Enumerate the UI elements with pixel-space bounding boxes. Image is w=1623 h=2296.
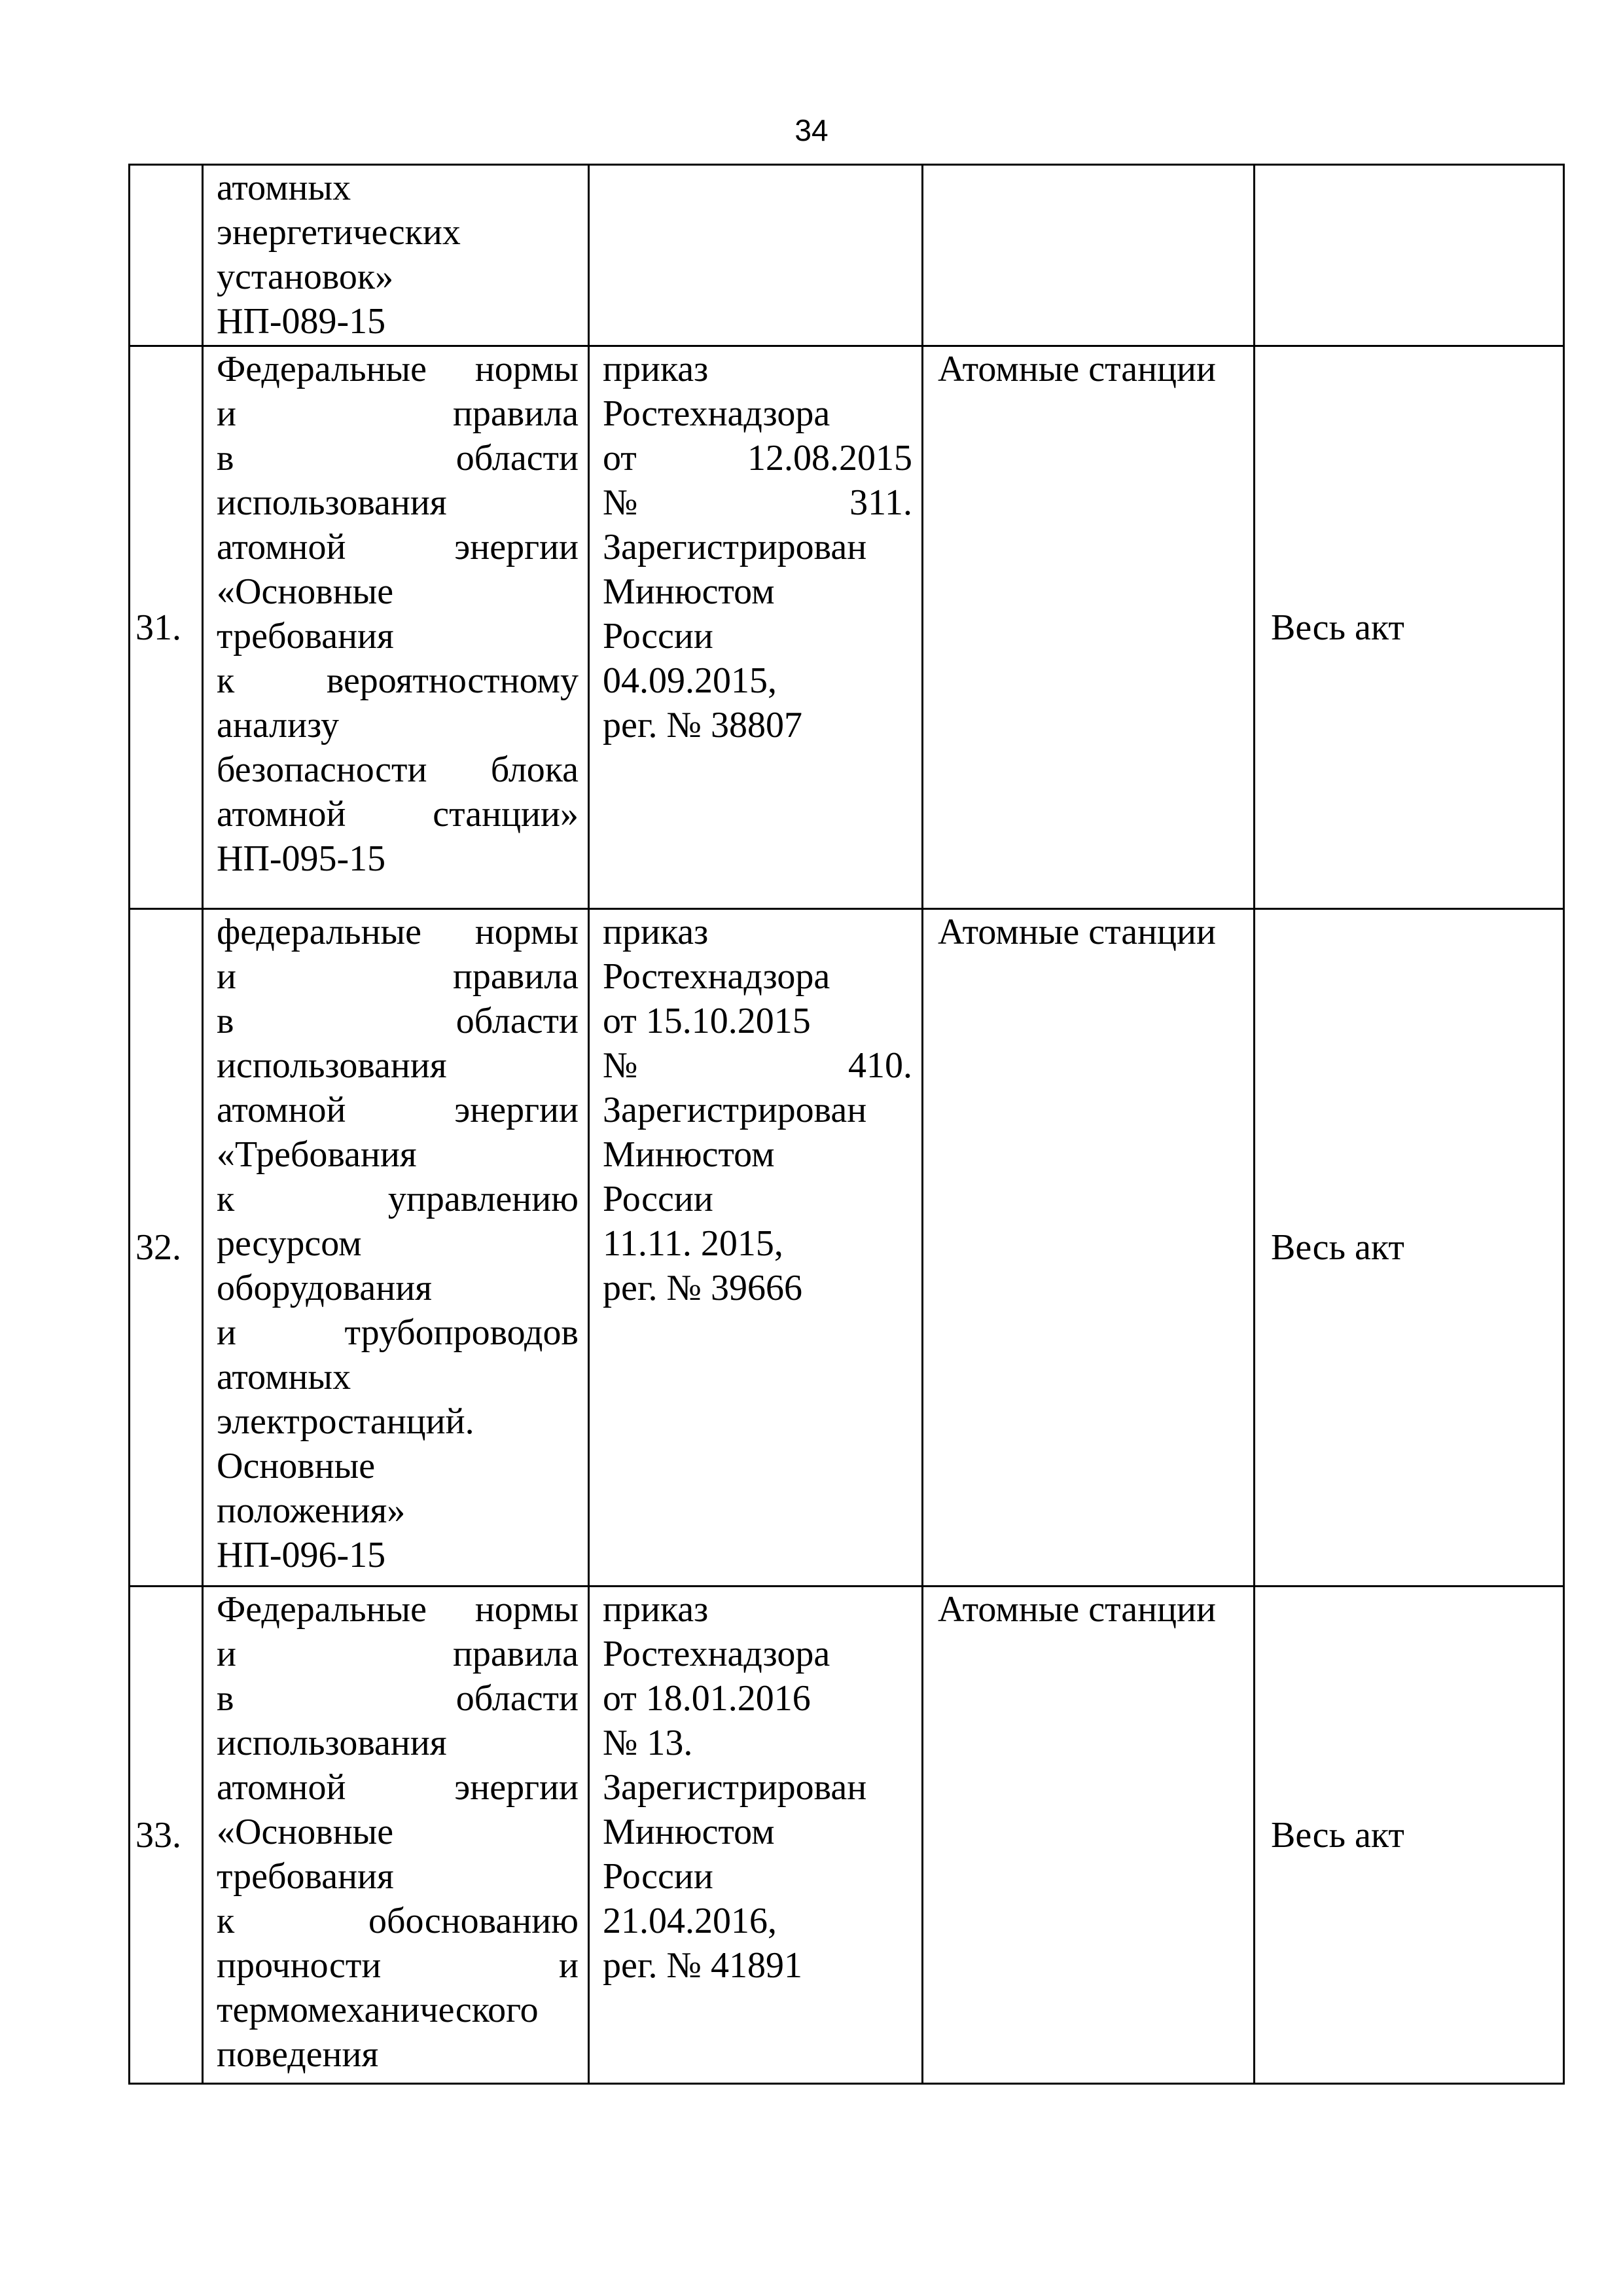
order-line: приказ (603, 349, 709, 389)
title-line: в области (217, 438, 579, 478)
act-order-cell (589, 346, 923, 909)
title-line: в области (217, 1001, 579, 1041)
order-line: Ростехнадзора (603, 393, 830, 434)
title-line: прочности и (217, 1945, 579, 1986)
act-title-cell (203, 909, 589, 1587)
title-line: электростанций. (217, 1401, 474, 1442)
act-area-cell (923, 165, 1255, 346)
order-line: Зарегистрирован (603, 1090, 867, 1130)
act-scope: Весь акт (1271, 1814, 1404, 1856)
act-area: Атомные станции (938, 912, 1216, 952)
title-line: атомной энергии (217, 1767, 579, 1808)
act-scope-cell (1255, 165, 1564, 346)
act-order (603, 910, 912, 1310)
order-line: от 15.10.2015 (603, 1001, 811, 1041)
act-order-cell (589, 165, 923, 346)
order-line: от 12.08.2015 (603, 438, 912, 478)
title-line: атомных (217, 1357, 351, 1397)
title-line: Основные (217, 1446, 376, 1486)
table-row (130, 909, 1564, 1587)
act-scope: Весь акт (1271, 607, 1404, 648)
order-line: рег. № 41891 (603, 1945, 802, 1986)
title-line: НП-096-15 (217, 1535, 386, 1575)
order-line: приказ (603, 1589, 709, 1630)
act-title (217, 347, 579, 881)
order-line: № 410. (603, 1045, 912, 1086)
order-line: рег. № 39666 (603, 1268, 802, 1308)
title-line: атомной станции» (217, 794, 579, 834)
act-title (217, 1587, 579, 2077)
acts-table (128, 164, 1565, 2085)
act-title (217, 166, 579, 344)
act-area: Атомные станции (938, 1589, 1216, 1630)
order-line: России (603, 1179, 713, 1219)
row-number (130, 165, 203, 346)
title-line: и правила (217, 1634, 579, 1674)
act-area-cell (923, 346, 1255, 909)
title-line: Федеральные нормы (217, 1589, 579, 1630)
act-scope-cell (1255, 909, 1564, 1587)
table-row (130, 165, 1564, 346)
act-title-cell (203, 165, 589, 346)
title-line: «Основные (217, 571, 394, 612)
table-row (130, 346, 1564, 909)
page-number: 34 (794, 113, 829, 147)
act-order-cell (589, 1587, 923, 2084)
order-line: от 18.01.2016 (603, 1678, 811, 1719)
order-line: России (603, 616, 713, 656)
title-line: «Основные (217, 1812, 394, 1852)
title-line: использования (217, 482, 447, 523)
title-line: к вероятностному (217, 660, 579, 701)
act-order-cell (589, 909, 923, 1587)
title-line: НП-095-15 (217, 838, 386, 879)
title-line: положения» (217, 1490, 406, 1531)
title-line: и правила (217, 393, 579, 434)
title-line: федеральные нормы (217, 912, 579, 952)
order-line: Минюстом (603, 571, 775, 612)
act-order (603, 1587, 912, 1988)
row-number: 33. (130, 1587, 203, 2084)
title-line: термомеханического (217, 1990, 539, 2030)
order-line: № 311. (603, 482, 912, 523)
order-line: 11.11. 2015, (603, 1223, 783, 1264)
order-line: 04.09.2015, (603, 660, 777, 701)
order-line: России (603, 1856, 713, 1897)
row-number: 31. (130, 346, 203, 909)
title-line: безопасности блока (217, 749, 579, 790)
title-line: и правила (217, 956, 579, 997)
title-line: и трубопроводов (217, 1312, 579, 1353)
title-line: атомных (217, 168, 351, 208)
title-line: использования (217, 1045, 447, 1086)
title-line: атомной энергии (217, 1090, 579, 1130)
order-line: рег. № 38807 (603, 705, 802, 745)
title-line: энергетических (217, 212, 461, 253)
act-order (603, 347, 912, 747)
act-title (217, 910, 579, 1577)
order-line: Минюстом (603, 1812, 775, 1852)
row-number: 32. (130, 909, 203, 1587)
title-line: ресурсом (217, 1223, 362, 1264)
title-line: «Требования (217, 1134, 417, 1175)
act-title-cell (203, 1587, 589, 2084)
title-line: анализу (217, 705, 340, 745)
act-area: Атомные станции (938, 349, 1216, 389)
title-line: НП-089-15 (217, 301, 386, 342)
act-scope: Весь акт (1271, 1227, 1404, 1268)
title-line: в области (217, 1678, 579, 1719)
act-area-cell (923, 1587, 1255, 2084)
order-line: Ростехнадзора (603, 956, 830, 997)
order-line: Зарегистрирован (603, 1767, 867, 1808)
act-scope-cell (1255, 346, 1564, 909)
order-line: 21.04.2016, (603, 1901, 777, 1941)
act-title-cell (203, 346, 589, 909)
title-line: поведения (217, 2034, 379, 2075)
title-line: к обоснованию (217, 1901, 579, 1941)
title-line: оборудования (217, 1268, 432, 1308)
act-area-cell (923, 909, 1255, 1587)
title-line: требования (217, 616, 394, 656)
order-line: Зарегистрирован (603, 527, 867, 567)
order-line: № 13. (603, 1723, 693, 1763)
order-line: приказ (603, 912, 709, 952)
table-row (130, 1587, 1564, 2084)
title-line: использования (217, 1723, 447, 1763)
title-line: к управлению (217, 1179, 579, 1219)
title-line: требования (217, 1856, 394, 1897)
act-scope-cell (1255, 1587, 1564, 2084)
title-line: атомной энергии (217, 527, 579, 567)
title-line: установок» (217, 257, 394, 297)
title-line: Федеральные нормы (217, 349, 579, 389)
order-line: Минюстом (603, 1134, 775, 1175)
order-line: Ростехнадзора (603, 1634, 830, 1674)
